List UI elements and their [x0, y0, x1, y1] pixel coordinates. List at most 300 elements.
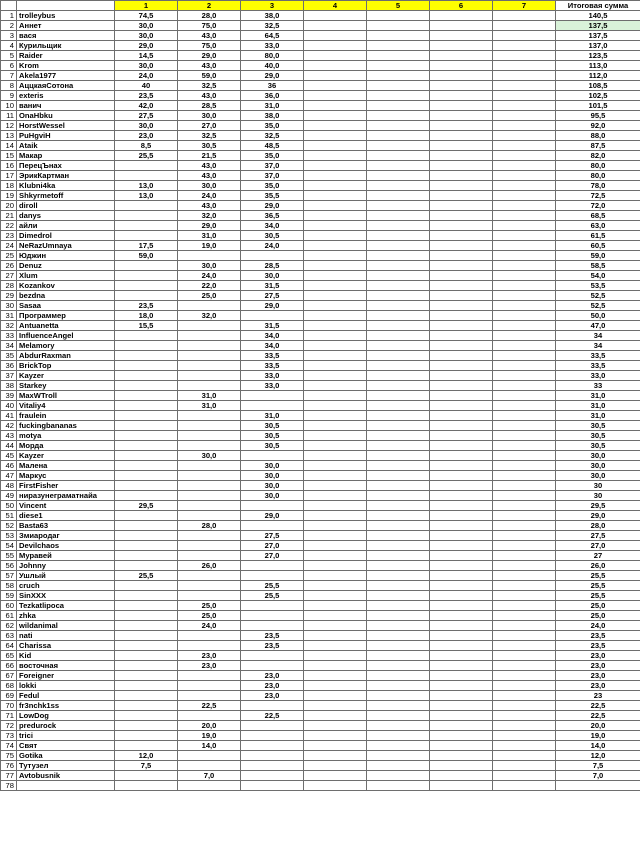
- score-cell-6[interactable]: [430, 191, 493, 201]
- score-cell-2[interactable]: [178, 331, 241, 341]
- score-cell-3[interactable]: 31,5: [241, 321, 304, 331]
- score-cell-5[interactable]: [367, 381, 430, 391]
- row-number[interactable]: 57: [1, 571, 17, 581]
- score-cell-6[interactable]: [430, 501, 493, 511]
- score-cell-7[interactable]: [493, 441, 556, 451]
- row-number[interactable]: 21: [1, 211, 17, 221]
- score-cell-2[interactable]: [178, 361, 241, 371]
- score-cell-1[interactable]: [115, 611, 178, 621]
- score-cell-6[interactable]: [430, 141, 493, 151]
- row-number[interactable]: 65: [1, 651, 17, 661]
- score-cell-4[interactable]: [304, 641, 367, 651]
- row-number[interactable]: 30: [1, 301, 17, 311]
- score-cell-5[interactable]: [367, 601, 430, 611]
- row-number[interactable]: 3: [1, 31, 17, 41]
- score-cell-7[interactable]: [493, 451, 556, 461]
- score-cell-6[interactable]: [430, 91, 493, 101]
- total-cell[interactable]: 23,0: [556, 661, 640, 671]
- score-cell-1[interactable]: [115, 261, 178, 271]
- score-cell-4[interactable]: [304, 591, 367, 601]
- player-name-cell[interactable]: danys: [17, 211, 115, 221]
- score-cell-6[interactable]: [430, 61, 493, 71]
- total-cell[interactable]: 23,0: [556, 651, 640, 661]
- score-cell-7[interactable]: [493, 391, 556, 401]
- score-cell-2[interactable]: 32,5: [178, 81, 241, 91]
- score-cell-4[interactable]: [304, 301, 367, 311]
- score-cell-1[interactable]: [115, 271, 178, 281]
- player-name-cell[interactable]: Свят: [17, 741, 115, 751]
- row-number[interactable]: 77: [1, 771, 17, 781]
- score-cell-4[interactable]: [304, 21, 367, 31]
- score-cell-4[interactable]: [304, 291, 367, 301]
- score-cell-7[interactable]: [493, 291, 556, 301]
- score-cell-6[interactable]: [430, 251, 493, 261]
- score-cell-1[interactable]: [115, 741, 178, 751]
- player-name-cell[interactable]: ванич: [17, 101, 115, 111]
- score-cell-6[interactable]: [430, 301, 493, 311]
- score-cell-6[interactable]: [430, 731, 493, 741]
- score-cell-4[interactable]: [304, 131, 367, 141]
- total-cell[interactable]: 30,0: [556, 461, 640, 471]
- score-cell-3[interactable]: [241, 761, 304, 771]
- score-cell-4[interactable]: [304, 731, 367, 741]
- score-cell-4[interactable]: [304, 321, 367, 331]
- score-cell-6[interactable]: [430, 521, 493, 531]
- row-number[interactable]: 68: [1, 681, 17, 691]
- player-name-cell[interactable]: Foreigner: [17, 671, 115, 681]
- score-cell-3[interactable]: 22,5: [241, 711, 304, 721]
- player-name-cell[interactable]: айли: [17, 221, 115, 231]
- row-number[interactable]: 4: [1, 41, 17, 51]
- score-cell-3[interactable]: 33,5: [241, 361, 304, 371]
- total-cell[interactable]: 31,0: [556, 391, 640, 401]
- score-cell-6[interactable]: [430, 101, 493, 111]
- score-cell-1[interactable]: [115, 391, 178, 401]
- score-cell-7[interactable]: [493, 331, 556, 341]
- row-number[interactable]: 14: [1, 141, 17, 151]
- total-cell[interactable]: 23: [556, 691, 640, 701]
- score-cell-2[interactable]: 25,0: [178, 611, 241, 621]
- total-cell[interactable]: 25,5: [556, 571, 640, 581]
- score-cell-7[interactable]: [493, 701, 556, 711]
- score-cell-2[interactable]: 43,0: [178, 31, 241, 41]
- score-cell-1[interactable]: [115, 281, 178, 291]
- score-cell-3[interactable]: 30,0: [241, 271, 304, 281]
- score-cell-2[interactable]: 31,0: [178, 401, 241, 411]
- score-cell-7[interactable]: [493, 411, 556, 421]
- score-cell-5[interactable]: [367, 541, 430, 551]
- score-cell-3[interactable]: [241, 521, 304, 531]
- total-cell[interactable]: 137,5: [556, 21, 640, 31]
- score-cell-7[interactable]: [493, 581, 556, 591]
- score-cell-5[interactable]: [367, 661, 430, 671]
- score-cell-1[interactable]: [115, 351, 178, 361]
- score-cell-7[interactable]: [493, 81, 556, 91]
- player-name-cell[interactable]: Sasaa: [17, 301, 115, 311]
- score-cell-2[interactable]: [178, 421, 241, 431]
- score-cell-3[interactable]: 29,0: [241, 511, 304, 521]
- total-cell[interactable]: 23,5: [556, 631, 640, 641]
- total-cell[interactable]: 24,0: [556, 621, 640, 631]
- score-cell-3[interactable]: [241, 391, 304, 401]
- score-cell-7[interactable]: [493, 181, 556, 191]
- score-cell-6[interactable]: [430, 481, 493, 491]
- score-cell-3[interactable]: [241, 601, 304, 611]
- score-cell-4[interactable]: [304, 471, 367, 481]
- player-name-cell[interactable]: MaxWTroll: [17, 391, 115, 401]
- column-header-4[interactable]: 4: [304, 1, 367, 11]
- score-cell-3[interactable]: [241, 781, 304, 791]
- row-number[interactable]: 59: [1, 591, 17, 601]
- player-name-cell[interactable]: Ataik: [17, 141, 115, 151]
- score-cell-1[interactable]: [115, 471, 178, 481]
- total-cell[interactable]: 30: [556, 481, 640, 491]
- player-name-cell[interactable]: cruch: [17, 581, 115, 591]
- score-cell-1[interactable]: [115, 531, 178, 541]
- score-cell-4[interactable]: [304, 621, 367, 631]
- score-cell-4[interactable]: [304, 371, 367, 381]
- score-cell-7[interactable]: [493, 361, 556, 371]
- row-number[interactable]: 60: [1, 601, 17, 611]
- score-cell-7[interactable]: [493, 571, 556, 581]
- column-header-3[interactable]: 3: [241, 1, 304, 11]
- score-cell-1[interactable]: 15,5: [115, 321, 178, 331]
- score-cell-3[interactable]: 27,5: [241, 291, 304, 301]
- score-cell-7[interactable]: [493, 551, 556, 561]
- total-cell[interactable]: 54,0: [556, 271, 640, 281]
- score-cell-4[interactable]: [304, 561, 367, 571]
- score-cell-3[interactable]: 36: [241, 81, 304, 91]
- score-cell-6[interactable]: [430, 211, 493, 221]
- score-cell-6[interactable]: [430, 541, 493, 551]
- score-cell-4[interactable]: [304, 681, 367, 691]
- score-cell-3[interactable]: [241, 311, 304, 321]
- score-cell-6[interactable]: [430, 781, 493, 791]
- score-cell-5[interactable]: [367, 61, 430, 71]
- score-cell-2[interactable]: 26,0: [178, 561, 241, 571]
- score-cell-4[interactable]: [304, 171, 367, 181]
- score-cell-2[interactable]: [178, 751, 241, 761]
- player-name-cell[interactable]: lokki: [17, 681, 115, 691]
- score-cell-4[interactable]: [304, 391, 367, 401]
- score-cell-5[interactable]: [367, 681, 430, 691]
- score-cell-5[interactable]: [367, 11, 430, 21]
- score-cell-1[interactable]: [115, 621, 178, 631]
- player-name-cell[interactable]: Starkey: [17, 381, 115, 391]
- score-cell-5[interactable]: [367, 741, 430, 751]
- score-cell-4[interactable]: [304, 101, 367, 111]
- score-cell-6[interactable]: [430, 441, 493, 451]
- score-cell-4[interactable]: [304, 221, 367, 231]
- total-cell[interactable]: 72,0: [556, 201, 640, 211]
- score-cell-4[interactable]: [304, 541, 367, 551]
- score-cell-7[interactable]: [493, 171, 556, 181]
- score-cell-5[interactable]: [367, 101, 430, 111]
- score-cell-5[interactable]: [367, 51, 430, 61]
- score-cell-4[interactable]: [304, 701, 367, 711]
- score-cell-3[interactable]: 23,5: [241, 641, 304, 651]
- score-cell-7[interactable]: [493, 371, 556, 381]
- score-cell-6[interactable]: [430, 601, 493, 611]
- row-number[interactable]: 13: [1, 131, 17, 141]
- player-name-cell[interactable]: Dimedrol: [17, 231, 115, 241]
- player-name-cell[interactable]: BrickTop: [17, 361, 115, 371]
- score-cell-6[interactable]: [430, 761, 493, 771]
- score-cell-4[interactable]: [304, 741, 367, 751]
- score-cell-2[interactable]: 59,0: [178, 71, 241, 81]
- score-cell-7[interactable]: [493, 401, 556, 411]
- score-cell-5[interactable]: [367, 21, 430, 31]
- score-cell-6[interactable]: [430, 111, 493, 121]
- score-cell-1[interactable]: [115, 641, 178, 651]
- score-cell-5[interactable]: [367, 531, 430, 541]
- player-name-cell[interactable]: trici: [17, 731, 115, 741]
- score-cell-4[interactable]: [304, 11, 367, 21]
- score-cell-1[interactable]: [115, 581, 178, 591]
- score-cell-1[interactable]: [115, 171, 178, 181]
- row-number[interactable]: 24: [1, 241, 17, 251]
- score-cell-7[interactable]: [493, 31, 556, 41]
- player-name-cell[interactable]: Fedul: [17, 691, 115, 701]
- player-name-cell[interactable]: Klubni4ka: [17, 181, 115, 191]
- score-cell-6[interactable]: [430, 511, 493, 521]
- score-cell-7[interactable]: [493, 281, 556, 291]
- score-cell-5[interactable]: [367, 281, 430, 291]
- score-cell-2[interactable]: [178, 371, 241, 381]
- score-cell-1[interactable]: [115, 781, 178, 791]
- score-cell-3[interactable]: 30,5: [241, 231, 304, 241]
- score-cell-7[interactable]: [493, 781, 556, 791]
- player-name-cell[interactable]: вася: [17, 31, 115, 41]
- total-cell[interactable]: 113,0: [556, 61, 640, 71]
- total-cell[interactable]: 30,5: [556, 441, 640, 451]
- score-cell-4[interactable]: [304, 91, 367, 101]
- player-name-cell[interactable]: zhka: [17, 611, 115, 621]
- score-cell-7[interactable]: [493, 751, 556, 761]
- score-cell-1[interactable]: 13,0: [115, 191, 178, 201]
- score-cell-3[interactable]: [241, 451, 304, 461]
- score-cell-2[interactable]: 43,0: [178, 161, 241, 171]
- total-cell[interactable]: 33,0: [556, 371, 640, 381]
- row-number[interactable]: 41: [1, 411, 17, 421]
- total-cell[interactable]: 29,5: [556, 501, 640, 511]
- score-cell-6[interactable]: [430, 161, 493, 171]
- total-cell[interactable]: 72,5: [556, 191, 640, 201]
- score-cell-5[interactable]: [367, 391, 430, 401]
- total-cell[interactable]: 101,5: [556, 101, 640, 111]
- score-cell-5[interactable]: [367, 291, 430, 301]
- score-cell-7[interactable]: [493, 321, 556, 331]
- score-cell-6[interactable]: [430, 381, 493, 391]
- score-cell-1[interactable]: [115, 381, 178, 391]
- player-name-cell[interactable]: Charissa: [17, 641, 115, 651]
- total-cell[interactable]: 30,0: [556, 471, 640, 481]
- score-cell-5[interactable]: [367, 711, 430, 721]
- total-cell[interactable]: 7,5: [556, 761, 640, 771]
- row-number[interactable]: 47: [1, 471, 17, 481]
- score-cell-7[interactable]: [493, 601, 556, 611]
- score-cell-7[interactable]: [493, 661, 556, 671]
- score-cell-4[interactable]: [304, 481, 367, 491]
- score-cell-1[interactable]: [115, 691, 178, 701]
- score-cell-1[interactable]: [115, 221, 178, 231]
- score-cell-6[interactable]: [430, 281, 493, 291]
- score-cell-3[interactable]: [241, 571, 304, 581]
- score-cell-2[interactable]: [178, 481, 241, 491]
- score-cell-3[interactable]: 33,0: [241, 371, 304, 381]
- score-cell-7[interactable]: [493, 471, 556, 481]
- score-cell-1[interactable]: [115, 211, 178, 221]
- score-cell-1[interactable]: 14,5: [115, 51, 178, 61]
- player-name-cell[interactable]: predurock: [17, 721, 115, 731]
- score-cell-1[interactable]: [115, 491, 178, 501]
- score-cell-4[interactable]: [304, 781, 367, 791]
- score-cell-5[interactable]: [367, 511, 430, 521]
- score-cell-3[interactable]: 31,0: [241, 411, 304, 421]
- score-cell-2[interactable]: 24,0: [178, 621, 241, 631]
- row-number[interactable]: 33: [1, 331, 17, 341]
- score-cell-1[interactable]: [115, 341, 178, 351]
- score-cell-3[interactable]: 64,5: [241, 31, 304, 41]
- total-cell[interactable]: 26,0: [556, 561, 640, 571]
- score-cell-2[interactable]: 25,0: [178, 291, 241, 301]
- score-cell-7[interactable]: [493, 301, 556, 311]
- score-cell-3[interactable]: 30,0: [241, 491, 304, 501]
- player-name-cell[interactable]: Gotika: [17, 751, 115, 761]
- score-cell-1[interactable]: 74,5: [115, 11, 178, 21]
- score-cell-7[interactable]: [493, 191, 556, 201]
- score-cell-7[interactable]: [493, 231, 556, 241]
- score-cell-4[interactable]: [304, 451, 367, 461]
- player-name-cell[interactable]: Макар: [17, 151, 115, 161]
- score-cell-2[interactable]: [178, 781, 241, 791]
- score-cell-2[interactable]: [178, 681, 241, 691]
- score-cell-3[interactable]: 34,0: [241, 221, 304, 231]
- total-cell[interactable]: 123,5: [556, 51, 640, 61]
- score-cell-4[interactable]: [304, 711, 367, 721]
- player-name-cell[interactable]: Курильщик: [17, 41, 115, 51]
- total-cell[interactable]: 30,5: [556, 431, 640, 441]
- score-cell-6[interactable]: [430, 621, 493, 631]
- score-cell-5[interactable]: [367, 211, 430, 221]
- score-cell-2[interactable]: [178, 761, 241, 771]
- total-cell[interactable]: 20,0: [556, 721, 640, 731]
- score-cell-6[interactable]: [430, 21, 493, 31]
- total-cell[interactable]: 14,0: [556, 741, 640, 751]
- score-cell-5[interactable]: [367, 591, 430, 601]
- score-cell-1[interactable]: 18,0: [115, 311, 178, 321]
- score-cell-1[interactable]: 23,0: [115, 131, 178, 141]
- score-cell-7[interactable]: [493, 151, 556, 161]
- score-cell-5[interactable]: [367, 691, 430, 701]
- score-cell-5[interactable]: [367, 271, 430, 281]
- score-cell-6[interactable]: [430, 551, 493, 561]
- score-cell-7[interactable]: [493, 431, 556, 441]
- score-cell-2[interactable]: [178, 251, 241, 261]
- score-cell-1[interactable]: [115, 511, 178, 521]
- total-cell[interactable]: 30,5: [556, 421, 640, 431]
- score-cell-6[interactable]: [430, 311, 493, 321]
- score-cell-1[interactable]: 12,0: [115, 751, 178, 761]
- player-name-cell[interactable]: Юджин: [17, 251, 115, 261]
- score-cell-5[interactable]: [367, 641, 430, 651]
- score-cell-3[interactable]: [241, 721, 304, 731]
- score-cell-3[interactable]: [241, 611, 304, 621]
- score-cell-1[interactable]: 8,5: [115, 141, 178, 151]
- player-name-cell[interactable]: OnaHbku: [17, 111, 115, 121]
- row-number[interactable]: 51: [1, 511, 17, 521]
- score-cell-1[interactable]: 13,0: [115, 181, 178, 191]
- player-name-cell[interactable]: Морда: [17, 441, 115, 451]
- player-name-cell[interactable]: bezdna: [17, 291, 115, 301]
- score-cell-1[interactable]: [115, 371, 178, 381]
- score-cell-6[interactable]: [430, 51, 493, 61]
- score-cell-4[interactable]: [304, 281, 367, 291]
- score-cell-4[interactable]: [304, 531, 367, 541]
- total-cell[interactable]: 102,5: [556, 91, 640, 101]
- score-cell-6[interactable]: [430, 171, 493, 181]
- score-cell-5[interactable]: [367, 321, 430, 331]
- score-cell-2[interactable]: 30,0: [178, 111, 241, 121]
- score-cell-6[interactable]: [430, 581, 493, 591]
- total-cell[interactable]: 80,0: [556, 171, 640, 181]
- score-cell-6[interactable]: [430, 561, 493, 571]
- score-cell-4[interactable]: [304, 491, 367, 501]
- score-cell-1[interactable]: [115, 231, 178, 241]
- score-cell-1[interactable]: [115, 601, 178, 611]
- row-number[interactable]: 23: [1, 231, 17, 241]
- score-cell-4[interactable]: [304, 111, 367, 121]
- score-cell-3[interactable]: 36,0: [241, 91, 304, 101]
- score-cell-5[interactable]: [367, 421, 430, 431]
- total-cell[interactable]: 27: [556, 551, 640, 561]
- score-cell-3[interactable]: 31,5: [241, 281, 304, 291]
- score-cell-5[interactable]: [367, 461, 430, 471]
- total-cell[interactable]: 80,0: [556, 161, 640, 171]
- score-cell-5[interactable]: [367, 71, 430, 81]
- score-cell-4[interactable]: [304, 71, 367, 81]
- score-cell-1[interactable]: 29,5: [115, 501, 178, 511]
- player-name-cell[interactable]: Ушлый: [17, 571, 115, 581]
- score-cell-5[interactable]: [367, 201, 430, 211]
- score-cell-6[interactable]: [430, 81, 493, 91]
- score-cell-5[interactable]: [367, 611, 430, 621]
- row-number[interactable]: 69: [1, 691, 17, 701]
- score-cell-4[interactable]: [304, 241, 367, 251]
- score-cell-5[interactable]: [367, 351, 430, 361]
- score-cell-7[interactable]: [493, 71, 556, 81]
- row-number[interactable]: 72: [1, 721, 17, 731]
- score-cell-7[interactable]: [493, 641, 556, 651]
- player-name-cell[interactable]: LowDog: [17, 711, 115, 721]
- score-cell-1[interactable]: 25,5: [115, 571, 178, 581]
- total-cell[interactable]: 27,5: [556, 531, 640, 541]
- total-cell[interactable]: 23,0: [556, 671, 640, 681]
- score-cell-5[interactable]: [367, 231, 430, 241]
- row-number[interactable]: 62: [1, 621, 17, 631]
- row-number[interactable]: 31: [1, 311, 17, 321]
- score-cell-1[interactable]: 30,0: [115, 21, 178, 31]
- score-cell-6[interactable]: [430, 31, 493, 41]
- score-cell-3[interactable]: [241, 561, 304, 571]
- score-cell-1[interactable]: 23,5: [115, 301, 178, 311]
- score-cell-6[interactable]: [430, 711, 493, 721]
- total-cell[interactable]: 78,0: [556, 181, 640, 191]
- score-cell-6[interactable]: [430, 361, 493, 371]
- total-cell[interactable]: 27,0: [556, 541, 640, 551]
- score-cell-2[interactable]: [178, 461, 241, 471]
- score-cell-3[interactable]: 34,0: [241, 341, 304, 351]
